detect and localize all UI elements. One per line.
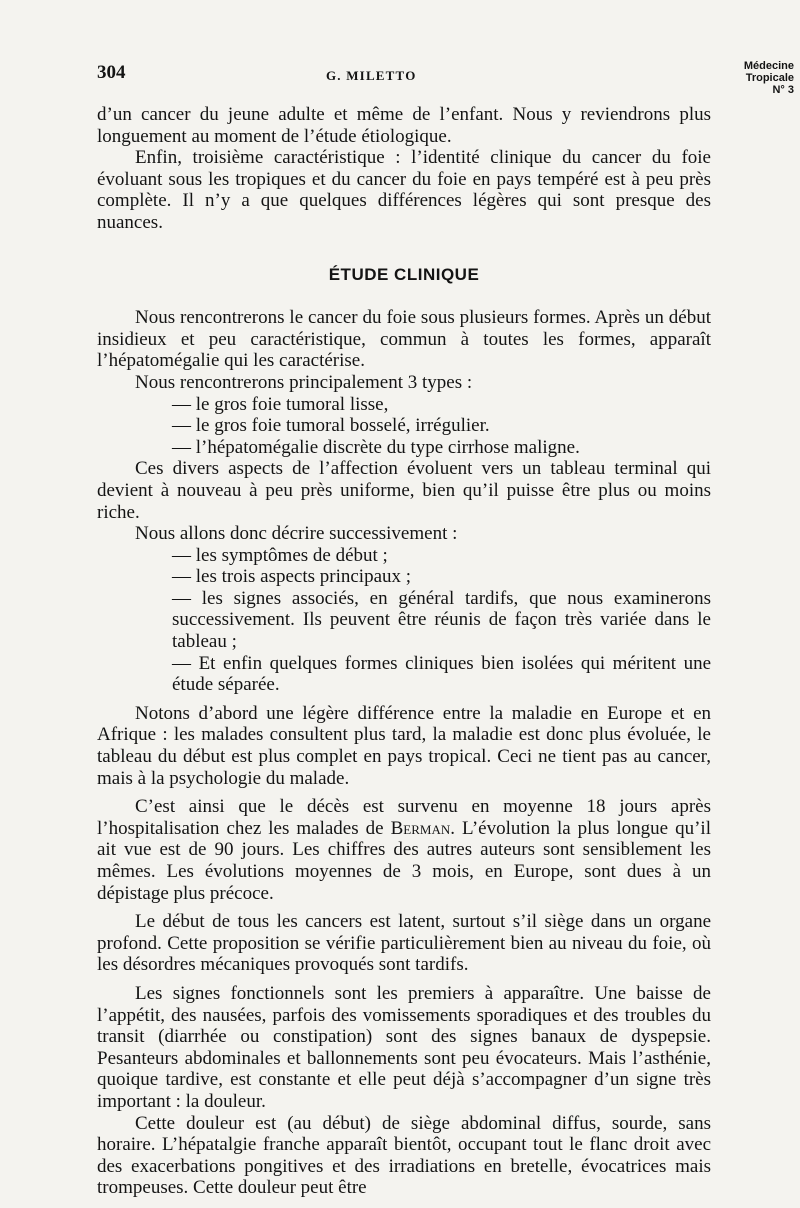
section-heading: ÉTUDE CLINIQUE <box>328 264 480 284</box>
paragraph: Les signes fonctionnels sont les premiers à apparaître. Une baisse de l’appétit, des nausées, parfois des vomissements sporadiques et des troubles du transit (diarrhée ou constipation) sont des signes banaux de dyspepsie. Pesanteurs abdominales et ballonnements sont peu évocateurs. Mais l’asthénie, quoique tardive, est constante et elle peut déjà s’accompagner d’un signe très important : la douleur. <box>97 982 711 1112</box>
paragraph: d’un cancer du jeune adulte et même de l’enfant. Nous y reviendrons plus longuement au moment de l’étude étiologique. <box>97 104 711 147</box>
page-number: 304 <box>97 62 126 83</box>
journal-name: Médecine <box>743 60 794 72</box>
list-item: — le gros foie tumoral lisse, <box>172 393 389 415</box>
paragraph: Notons d’abord une légère différence entre la maladie en Europe et en Afrique : les malades consultent plus tard, la maladie est donc plus évoluée, le tableau du début est plus complet en pays tropical. Ceci ne tient pas au cancer, mais à la psychologie du malade. <box>97 702 711 789</box>
paragraph: Nous rencontrerons principalement 3 types : <box>135 371 473 393</box>
list-item: — Et enfin quelques formes cliniques bien isolées qui méritent une étude séparée. <box>172 652 711 696</box>
text-run: C’est ainsi que le décès est survenu en moyenne 18 jours après l’hospitalisation chez les malades de <box>97 796 711 839</box>
paragraph <box>97 796 711 904</box>
author-name: Berman <box>390 817 451 839</box>
paragraph: Cette douleur est (au début) de siège abdominal diffus, sourde, sans horaire. L’hépatalgie franche apparaît bientôt, occupant tout le flanc droit avec des exacerbations pongitives et des irradiations en bretelle, évocatrices mais trompeuses. Cette douleur peut être <box>97 1112 711 1199</box>
paragraph: Le début de tous les cancers est latent, surtout s’il siège dans un organe profond. Cette proposition se vérifie particulièrement bien au niveau du foie, où les désordres mécaniques provoqués sont tardifs. <box>97 911 711 976</box>
text-run: . L’évolution la plus longue qu’il ait vue est de 90 jours. Les chiffres des autres auteurs sont sensiblement les mêmes. Les évolutions moyennes de 3 mois, en Europe, sont dues à un dépistage plus précoce. <box>97 817 711 904</box>
list-item: — les signes associés, en général tardifs, que nous examinerons successivement. Ils peuvent être réunis de façon très variée dans le tableau ; <box>172 587 711 653</box>
paragraph: Nous allons donc décrire successivement : <box>135 523 458 545</box>
journal-subtitle: Tropicale <box>745 72 794 84</box>
journal-issue: N° 3 <box>772 84 794 96</box>
paragraph: Enfin, troisième caractéristique : l’identité clinique du cancer du foie évoluant sous les tropiques et du cancer du foie en pays tempéré est à peu près complète. Il n’y a que quelques différences légères qui sont presque des nuances. <box>97 147 711 233</box>
running-head: G. MILETTO <box>326 68 417 83</box>
list-item: — les symptômes de début ; <box>172 544 388 566</box>
list-item: — le gros foie tumoral bosselé, irrégulier. <box>172 415 490 437</box>
journal-tag <box>744 60 794 96</box>
body-text <box>97 104 711 1199</box>
list-item: — les trois aspects principaux ; <box>172 566 412 588</box>
paragraph: Nous rencontrerons le cancer du foie sous plusieurs formes. Après un début insidieux et peu caractéristique, commun à toutes les formes, apparaît l’hépatomégalie qui les caractérise. <box>97 307 711 372</box>
paragraph: Ces divers aspects de l’affection évoluent vers un tableau terminal qui devient à nouveau à peu près uniforme, bien qu’il puisse être plus ou moins riche. <box>97 458 711 523</box>
list-item: — l’hépatomégalie discrète du type cirrhose maligne. <box>172 436 580 458</box>
